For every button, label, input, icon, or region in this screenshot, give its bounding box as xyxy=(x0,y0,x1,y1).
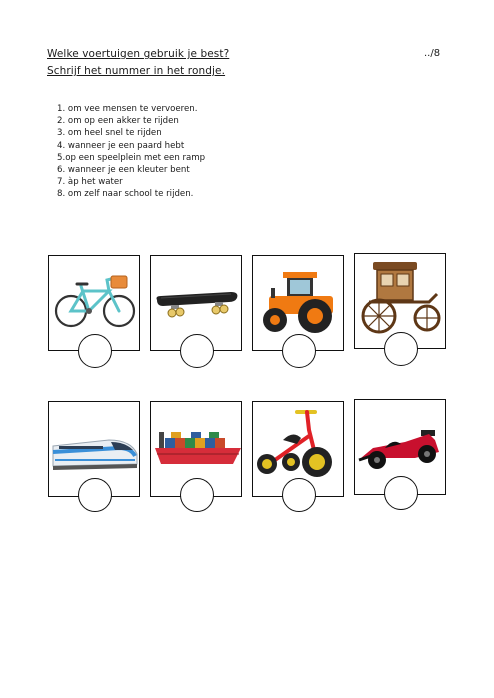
answer-circle-3[interactable] xyxy=(282,334,316,368)
list-item: 2. om op een akker te rijden xyxy=(57,116,179,127)
answer-circle-4[interactable] xyxy=(384,332,418,366)
answer-circle-1[interactable] xyxy=(78,334,112,368)
worksheet-instruction: Schrijf het nummer in het rondje. xyxy=(47,65,226,77)
list-item: 6. wanneer je een kleuter bent xyxy=(57,165,190,176)
list-item: 1. om vee mensen te vervoeren. xyxy=(57,104,198,114)
answer-circle-7[interactable] xyxy=(282,478,316,512)
purpose-list xyxy=(57,103,205,201)
list-item: 8. om zelf naar school te rijden. xyxy=(57,189,194,200)
list-item: 4. wanneer je een paard hebt xyxy=(57,140,185,151)
answer-circle-8[interactable] xyxy=(384,476,418,510)
worksheet-title: Welke voertuigen gebruik je best? xyxy=(47,48,230,60)
list-item: 3. om heel snel te rijden xyxy=(57,128,162,139)
answer-circle-5[interactable] xyxy=(78,478,112,512)
score-label: ../8 xyxy=(424,48,441,59)
list-item: 5.op een speelplein met een ramp xyxy=(57,152,206,163)
answer-circle-6[interactable] xyxy=(180,478,214,512)
list-item: 7. àp het water xyxy=(57,177,123,188)
answer-circle-2[interactable] xyxy=(180,334,214,368)
